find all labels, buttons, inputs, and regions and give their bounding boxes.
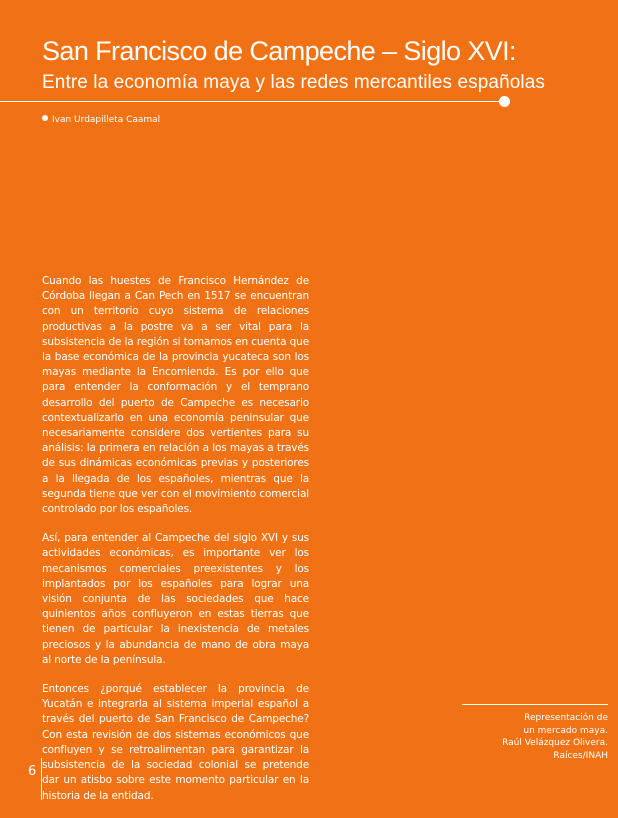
caption-line: un mercado maya. xyxy=(523,725,608,736)
caption-line: Raúl Velázquez Olivera. xyxy=(502,738,608,748)
paragraph-2: Así, para entender al Campeche del siglo XVI y sus actividades económicas, es importante ver los mecanismos comerciales preexistentes y los implantados por los españoles para lograr una visión conjunta de las sociedades que hace quinientos años confluyeron en estas tierras que tienen de particular la inexistencia de metales preciosos y la abundancia de mano de obra maya al norte de la península. xyxy=(42,532,309,666)
image-caption xyxy=(462,712,608,762)
paragraph-1: Cuando las huestes de Francisco Hernández de Córdoba llegan a Can Pech en 1517 se encuentran con un territorio cuyo sistema de relaciones productivas a la postre va a ser vital para la subsistencia de la región si tomamos en cuenta que la base económica de la provincia yucateca son los mayas mediante la Encomienda. Es por ello que para entender la conformación y el temprano desarrollo del puerto de Campeche es necesario contextualizarlo en una economía peninsular que necesariamente considere dos vertientes para su análisis: la primera en relación a los mayas a través de sus dinámicas económicas previas y posteriores a la llegada de los españoles, mientras que la segunda tiene que ver con el movimiento comercial controlado por los españoles. xyxy=(42,275,309,516)
caption-divider xyxy=(462,704,608,705)
article-body xyxy=(42,274,309,818)
article-title: San Francisco de Campeche – Siglo XVI: xyxy=(42,36,516,66)
page-number-divider xyxy=(41,758,42,800)
author-line xyxy=(42,114,160,126)
page-number: 6 xyxy=(28,764,37,779)
author-name: Ivan Urdapilleta Caamal xyxy=(52,115,161,125)
caption-line: Raíces/INAH xyxy=(553,750,608,761)
divider-dot-icon xyxy=(499,96,510,107)
article-subtitle: Entre la economía maya y las redes mercantiles españolas xyxy=(42,72,546,93)
header-divider xyxy=(0,101,505,102)
paragraph-3: Entonces ¿porqué establecer la provincia de Yucatán e integrarla al sistema imperial español a través del puerto de San Francisco de Campeche? Con esta revisión de dos sistemas económicos que confluyen y se retroalimentan para garantizar la subsistencia de la sociedad colonial se pretende dar un atisbo sobre este momento particular en la historia de la entidad. xyxy=(42,683,309,802)
caption-line: Representación de xyxy=(524,713,608,723)
bullet-icon xyxy=(42,115,48,121)
